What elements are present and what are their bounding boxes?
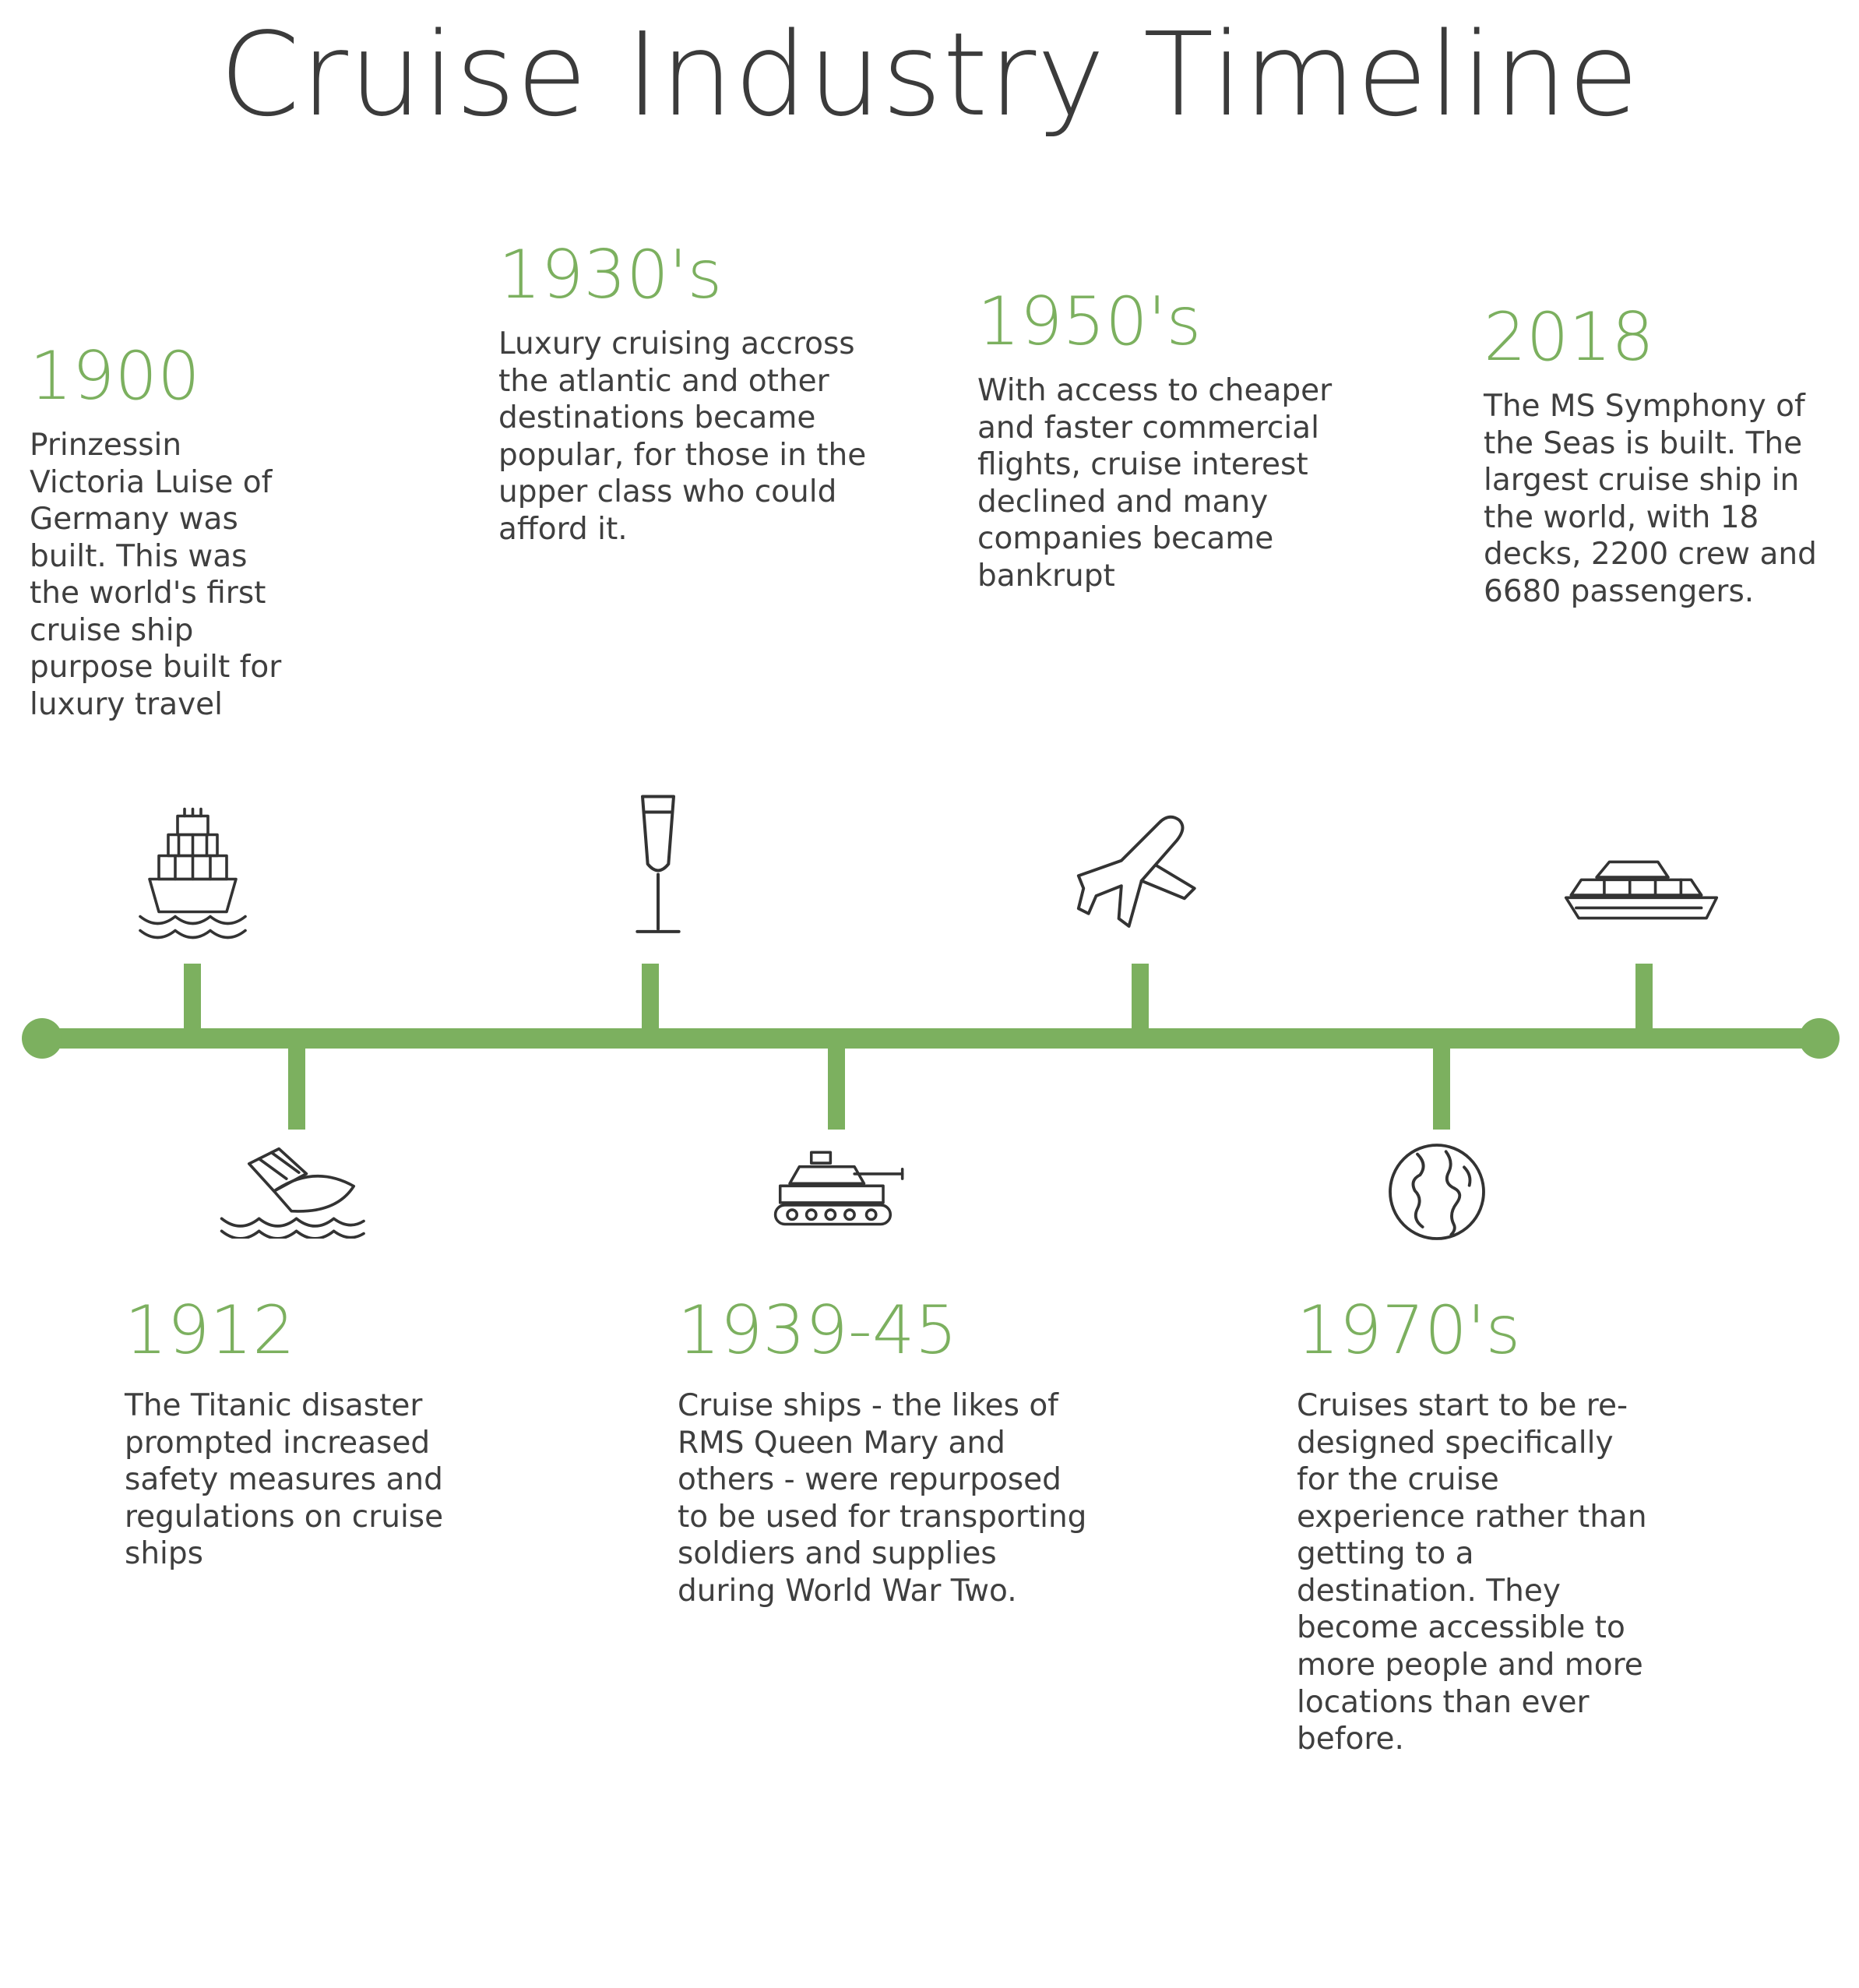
- timeline-event-2018: [1484, 298, 1834, 610]
- event-year-1970s: 1970's: [1297, 1292, 1521, 1369]
- page-title: Cruise Industry Timeline: [219, 8, 1640, 142]
- airplane-icon: [1063, 810, 1215, 943]
- event-description-1912: The Titanic disaster prompted increased safety measures and regulations on cruise ships: [125, 1388, 444, 1572]
- timeline-event-1930s: [498, 236, 880, 548]
- stem-1912: [288, 1044, 305, 1130]
- sinking-ship-icon: [214, 1141, 370, 1239]
- stem-1930s: [642, 964, 659, 1042]
- timeline-event-1970s: [1297, 1292, 1647, 1758]
- stem-1900: [184, 964, 201, 1042]
- timeline-event-1939-45: [678, 1292, 1098, 1609]
- event-year-1950s: 1950's: [977, 283, 1202, 361]
- champagne-glass-icon: [619, 787, 697, 946]
- cruise-ship-front-icon: [129, 802, 257, 946]
- timeline-end-cap: [1799, 1018, 1840, 1059]
- event-description-1939-45: Cruise ships - the likes of RMS Queen Mary and others - were repurposed to be used for transporting soldiers and supplies during World War Two.: [678, 1388, 1087, 1609]
- stem-2018: [1635, 964, 1653, 1042]
- event-year-1900: 1900: [30, 337, 200, 415]
- stem-1939-45: [828, 1044, 845, 1130]
- event-description-1930s: Luxury cruising accross the atlantic and other destinations became popular, for those in the upper class who could afford it.: [498, 326, 867, 547]
- stem-1970s: [1433, 1044, 1450, 1130]
- event-description-2018: The MS Symphony of the Seas is built. The largest cruise ship in the world, with 18 decks, 2200 crew and 6680 passengers.: [1484, 389, 1817, 609]
- event-description-1900: Prinzessin Victoria Luise of Germany was built. This was the world's first cruise ship purpose built for luxury travel: [30, 428, 282, 723]
- event-year-1912: 1912: [125, 1292, 295, 1369]
- timeline-event-1900: [30, 337, 287, 724]
- cruise-ship-side-icon: [1558, 849, 1725, 931]
- timeline-event-1912: [125, 1292, 514, 1573]
- event-description-1950s: With access to cheaper and faster commercial flights, cruise interest declined and many companies became bankrupt: [977, 373, 1333, 594]
- tank-icon: [767, 1145, 919, 1239]
- stem-1950s: [1132, 964, 1149, 1042]
- timeline-event-1950s: [977, 283, 1343, 594]
- event-year-1939-45: 1939-45: [678, 1292, 958, 1369]
- globe-icon: [1378, 1133, 1495, 1250]
- timeline-start-cap: [22, 1018, 62, 1059]
- event-year-1930s: 1930's: [498, 236, 723, 314]
- event-description-1970s: Cruises start to be re-designed specifically for the cruise experience rather than getting to a destination. They become accessible to more people and more locations than ever before.: [1297, 1388, 1647, 1757]
- event-year-2018: 2018: [1484, 298, 1654, 376]
